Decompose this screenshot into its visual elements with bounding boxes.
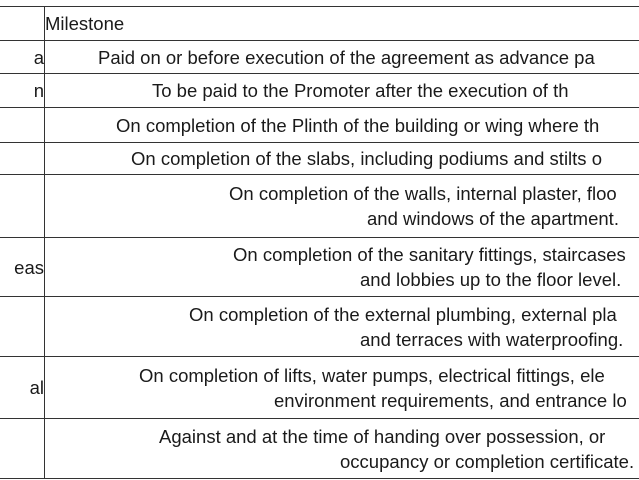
milestone-text: and windows of the apartment. xyxy=(367,208,619,229)
milestone-column-header: Milestone xyxy=(45,7,639,41)
table-header-row xyxy=(0,7,639,41)
left-cell-fragment xyxy=(0,419,45,479)
milestone-cell xyxy=(45,108,639,143)
table-row xyxy=(0,419,639,479)
milestone-text: environment requirements, and entrance lo xyxy=(274,389,627,411)
left-cell-fragment: n xyxy=(0,74,45,108)
milestone-text: To be paid to the Promoter after the execution of th xyxy=(152,80,569,101)
milestone-cell xyxy=(45,143,639,175)
table-row xyxy=(0,238,639,297)
milestone-text: On completion of the walls, internal plaster, floo xyxy=(229,183,617,204)
milestone-text: On completion of the slabs, including podiums and stilts o xyxy=(131,148,602,169)
payment-milestone-table xyxy=(0,6,639,479)
milestone-cell xyxy=(45,41,639,74)
left-cell-fragment: a xyxy=(0,41,45,74)
left-cell-fragment: eas xyxy=(0,238,45,297)
left-cell-fragment xyxy=(0,175,45,238)
milestone-text: Against and at the time of handing over possession, or xyxy=(159,425,606,447)
table-row xyxy=(0,175,639,238)
left-cell-fragment xyxy=(0,297,45,357)
table-row xyxy=(0,143,639,175)
milestone-text: On completion of the sanitary fittings, staircases xyxy=(233,244,626,265)
milestone-text: On completion of the external plumbing, external pla xyxy=(189,303,617,325)
milestone-text: On completion of the Plinth of the building or wing where th xyxy=(116,114,600,136)
table-row xyxy=(0,297,639,357)
milestone-text: Paid on or before execution of the agreement as advance pa xyxy=(98,46,595,68)
milestone-text: and terraces with waterproofing. xyxy=(360,328,624,350)
header-left-cell xyxy=(0,7,45,41)
milestone-cell xyxy=(45,357,639,419)
table-row xyxy=(0,108,639,143)
left-cell-fragment: al xyxy=(0,357,45,419)
table-row xyxy=(0,41,639,74)
left-cell-fragment xyxy=(0,143,45,175)
left-cell-fragment xyxy=(0,108,45,143)
milestone-text: occupancy or completion certificate. xyxy=(340,450,635,472)
milestone-cell xyxy=(45,297,639,357)
milestone-cell xyxy=(45,175,639,238)
milestone-cell xyxy=(45,238,639,297)
table-row xyxy=(0,357,639,419)
milestone-cell xyxy=(45,419,639,479)
table-row xyxy=(0,74,639,108)
milestone-cell xyxy=(45,74,639,108)
milestone-text: and lobbies up to the floor level. xyxy=(360,269,622,290)
milestone-text: On completion of lifts, water pumps, electrical fittings, ele xyxy=(139,364,605,386)
